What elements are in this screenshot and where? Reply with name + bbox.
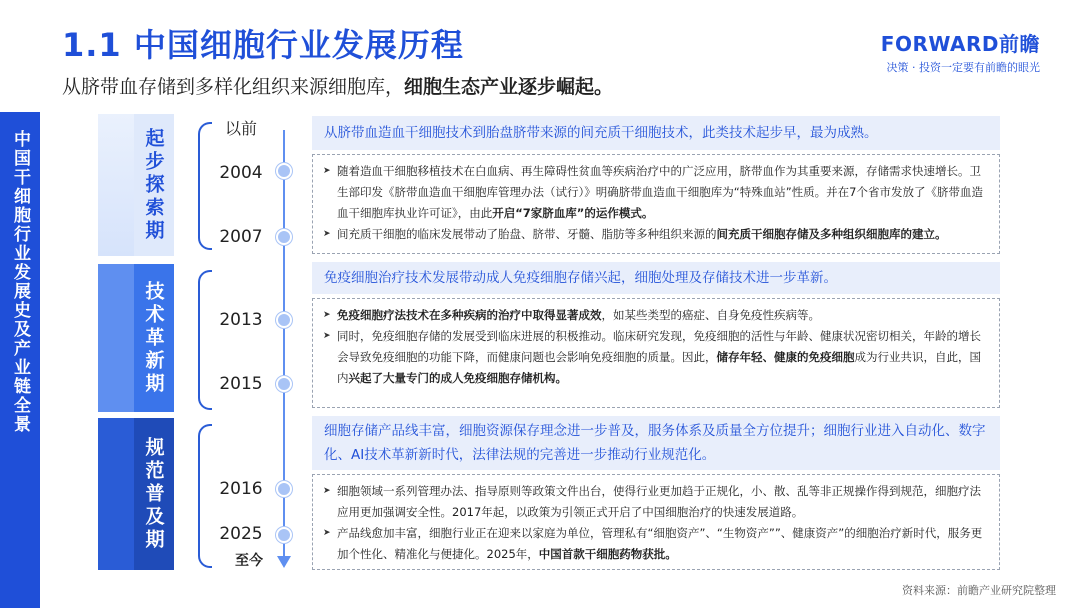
subtitle-text: 从脐带血存储到多样化组织来源细胞库， <box>62 76 405 98</box>
year-label: 2004 <box>219 163 263 183</box>
section-3-summary: 细胞存储产品线丰富，细胞资源保存理念进一步普及，服务体系及质量全方位提升；细胞行业进入自动化、数字化、AI技术革新新时代，法律法规的完善进一步推动行业规范化。 <box>312 416 1000 470</box>
section-1-detail <box>312 154 1000 254</box>
side-label: 中国干细胞行业发展史及产业链全景 <box>10 130 30 434</box>
page-subtitle <box>62 72 613 99</box>
stage-3-label: 规范普及期 <box>134 418 174 570</box>
year-label: 2013 <box>219 310 263 330</box>
logo-slogan: 决策 · 投资一定要有前瞻的眼光 <box>886 61 1040 74</box>
year-label: 2016 <box>219 479 263 499</box>
section-2-summary: 免疫细胞治疗技术发展带动成人免疫细胞存储兴起，细胞处理及存储技术进一步革新。 <box>312 262 1000 294</box>
year-label: 2025 <box>219 524 263 544</box>
timeline-dot <box>276 229 292 245</box>
subtitle-emphasis: 细胞生态产业逐步崛起。 <box>404 76 614 98</box>
section-3-detail <box>312 474 1000 570</box>
timeline-dot <box>276 481 292 497</box>
list-item: ➤ 产品线愈加丰富，细胞行业正在迎来以家庭为单位，管理私有“细胞资产”、“生物资产””、健康资产”的细胞治疗新时代，服务更加个性化、精准化与便捷化。2025年，中国首款干细胞药物获批。 <box>323 523 989 565</box>
list-item: ➤ 细胞领域一系列管理办法、指导原则等政策文件出台，使得行业更加趋于正规化，小、散、乱等非正规操作得到规范，细胞疗法应用更加强调安全性。2017年起，以政策为引领正式开启了中国细胞治疗的快速发展道路。 <box>323 481 989 523</box>
stage-1-label: 起步探索期 <box>134 114 174 256</box>
section-1-summary: 从脐带血造血干细胞技术到胎盘脐带来源的间充质干细胞技术，此类技术起步早，最为成熟。 <box>312 116 1000 150</box>
list-item: ➤ 同时，免疫细胞存储的发展受到临床进展的积极推动。临床研究发现，免疫细胞的活性与年龄、健康状况密切相关，年龄的增长会导致免疫细胞的功能下降，而健康问题也会影响免疫细胞的质量。因此，储存年轻、健康的免疫细胞成为行业共识，自此，国内兴起了大量专门的成人免疫细胞存储机构。 <box>323 326 989 389</box>
source-note: 资料来源：前瞻产业研究院整理 <box>902 584 1056 597</box>
logo-wordmark: FORWARD前瞻 <box>880 32 1040 56</box>
year-label: 2015 <box>219 374 263 394</box>
stage-3-band <box>98 418 134 570</box>
timeline-dot <box>276 163 292 179</box>
list-item: ➤ 间充质干细胞的临床发展带动了胎盘、脐带、牙髓、脂肪等多种组织来源的间充质干细胞存储及多种组织细胞库的建立。 <box>323 224 989 245</box>
timeline-dot <box>276 527 292 543</box>
logo <box>881 28 1040 75</box>
timeline-dot <box>276 312 292 328</box>
stage-2-label: 技术革新期 <box>134 264 174 412</box>
year-label: 以前 <box>224 119 257 138</box>
stage-2-band <box>98 264 134 412</box>
section-2-detail <box>312 298 1000 408</box>
list-item: ➤ 免疫细胞疗法技术在多种疾病的治疗中取得显著成效，如某些类型的癌症、自身免疫性疾病等。 <box>323 305 989 326</box>
list-item: ➤ 随着造血干细胞移植技术在白血病、再生障碍性贫血等疾病治疗中的广泛应用，脐带血作为其重要来源，存储需求快速增长。卫生部印发《脐带血造血干细胞库管理办法（试行）》明确脐带血造血干细胞库为“特殊血站”性质。并在7个省市发放了《脐带血造血干细胞库执业许可证》，由此开启“7家脐血库”的运作模式。 <box>323 161 989 224</box>
stage-1-band <box>98 114 134 256</box>
timeline-dot <box>276 376 292 392</box>
year-label: 至今 <box>235 553 263 569</box>
year-label: 2007 <box>219 227 263 247</box>
page-title: 1.1 中国细胞行业发展历程 <box>62 26 464 64</box>
